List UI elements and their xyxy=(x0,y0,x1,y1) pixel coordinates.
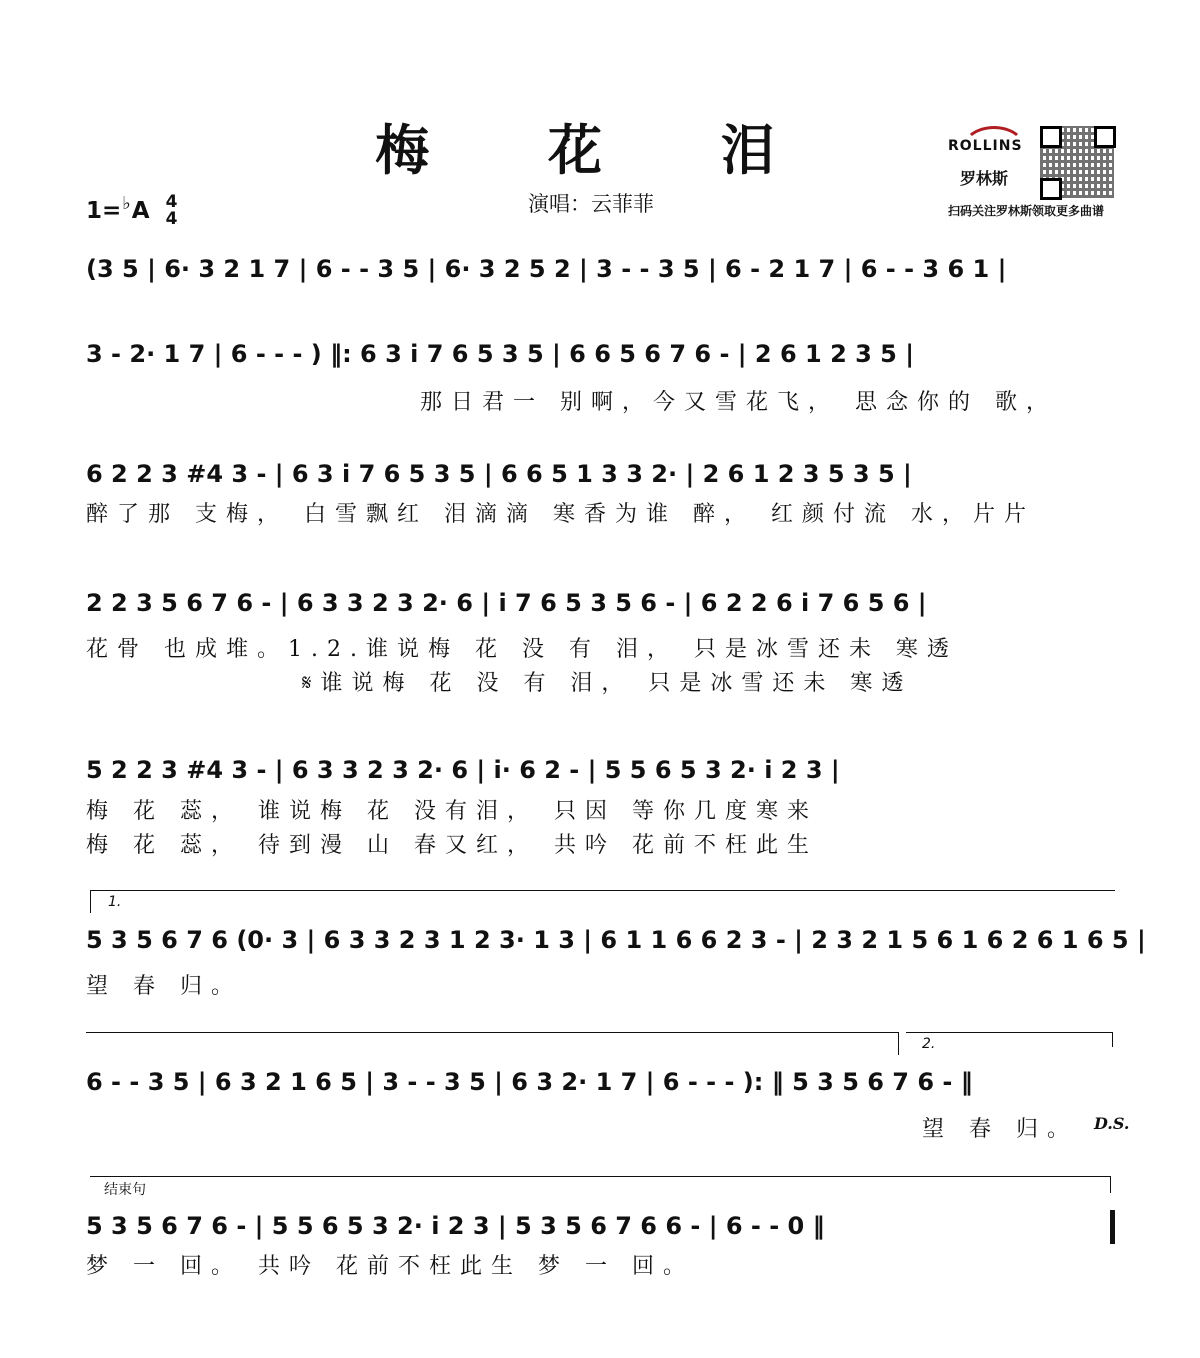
lyric-line-4a: 花骨 也成堆。1.2.谁说梅 花 没 有 泪， 只是冰雪还未 寒透 xyxy=(86,637,958,662)
lyric-line-8: 梦 一 回。 共吟 花前不枉此生 梦 一 回。 xyxy=(86,1254,694,1279)
lyric-line-6: 望 春 归。 xyxy=(86,974,242,999)
lyric-line-4b: 𝄋谁说梅 花 没 有 泪， 只是冰雪还未 寒透 xyxy=(302,671,913,696)
logo-brand: ROLLINS xyxy=(948,138,1023,154)
logo-tagline: 扫码关注罗林斯领取更多曲谱 xyxy=(948,204,1105,218)
key-signature xyxy=(86,194,177,228)
volta-second-label: 2. xyxy=(922,1036,936,1052)
score-line-7: 6 - - 3 5 | 6 3 2 1 6 5 | 3 - - 3 5 | 6 3 2· 1 7 | 6 - - - ): ‖ 5 3 5 6 7 6 - ‖ xyxy=(86,1068,973,1096)
final-barline xyxy=(1110,1210,1115,1244)
logo-chinese-name: 罗林斯 xyxy=(960,169,1009,188)
lyric-line-5a: 梅 花 蕊， 谁说梅 花 没有泪， 只因 等你几度寒来 xyxy=(86,799,818,824)
volta-second-bracket xyxy=(906,1032,1113,1047)
score-line-8: 5 3 5 6 7 6 - | 5 5 6 5 3 2· i 2 3 | 5 3 5 6 7 6 6 - | 6 - - 0 ‖ xyxy=(86,1212,825,1240)
score-line-3: 6 2 2 3 #4 3 - | 6 3 i 7 6 5 3 5 | 6 6 5 1 3 3 2· | 2 6 1 2 3 5 3 5 | xyxy=(86,460,912,488)
lyric-line-5b: 梅 花 蕊， 待到漫 山 春又红， 共吟 花前不枉此生 xyxy=(86,833,818,858)
volta-first-bracket xyxy=(90,890,1115,913)
singer-credit: 演唱：云菲菲 xyxy=(528,192,654,216)
qr-corner xyxy=(1094,126,1116,148)
time-top: 4 xyxy=(165,192,178,212)
key-prefix: 1= xyxy=(86,198,122,224)
lyric-line-7: 望 春 归。 xyxy=(922,1117,1078,1142)
volta-first-label: 1. xyxy=(108,894,122,910)
repeat-bracket xyxy=(86,1032,899,1055)
score-line-1: (3 5 | 6· 3 2 1 7 | 6 - - 3 5 | 6· 3 2 5 2 | 3 - - 3 5 | 6 - 2 1 7 | 6 - - 3 6 1 | xyxy=(86,255,1007,283)
song-title: 梅 花 泪 xyxy=(375,118,825,182)
publisher-logo xyxy=(944,126,1134,221)
lyric-line-2: 那日君一 别啊，今又雪花飞， 思念你的 歌， xyxy=(420,390,1057,415)
coda-label: 结束句 xyxy=(104,1182,146,1198)
dal-segno: D.S. xyxy=(1094,1114,1130,1133)
qr-corner xyxy=(1040,178,1062,200)
key-note: A xyxy=(131,198,150,224)
coda-bracket xyxy=(90,1176,1111,1193)
score-line-4: 2 2 3 5 6 7 6 - | 6 3 3 2 3 2· 6 | i 7 6 5 3 5 6 - | 6 2 2 6 i 7 6 5 6 | xyxy=(86,589,927,617)
lyric-line-3: 醉了那 支梅， 白雪飘红 泪滴滴 寒香为谁 醉， 红颜付流 水，片片 xyxy=(86,502,1035,527)
score-line-5: 5 2 2 3 #4 3 - | 6 3 3 2 3 2· 6 | i· 6 2 - | 5 5 6 5 3 2· i 2 3 | xyxy=(86,756,840,784)
flat-sign: ♭ xyxy=(122,192,131,214)
qr-corner xyxy=(1040,126,1062,148)
score-line-2: 3 - 2· 1 7 | 6 - - - ) ‖: 6 3 i 7 6 5 3 5 | 6 6 5 6 7 6 - | 2 6 1 2 3 5 | xyxy=(86,340,914,368)
time-signature xyxy=(166,194,178,228)
score-line-6: 5 3 5 6 7 6 (0· 3 | 6 3 3 2 3 1 2 3· 1 3 | 6 1 1 6 6 2 3 - | 2 3 2 1 5 6 1 6 2 6 1 6 5 | xyxy=(86,926,1146,954)
time-bottom: 4 xyxy=(165,209,178,229)
